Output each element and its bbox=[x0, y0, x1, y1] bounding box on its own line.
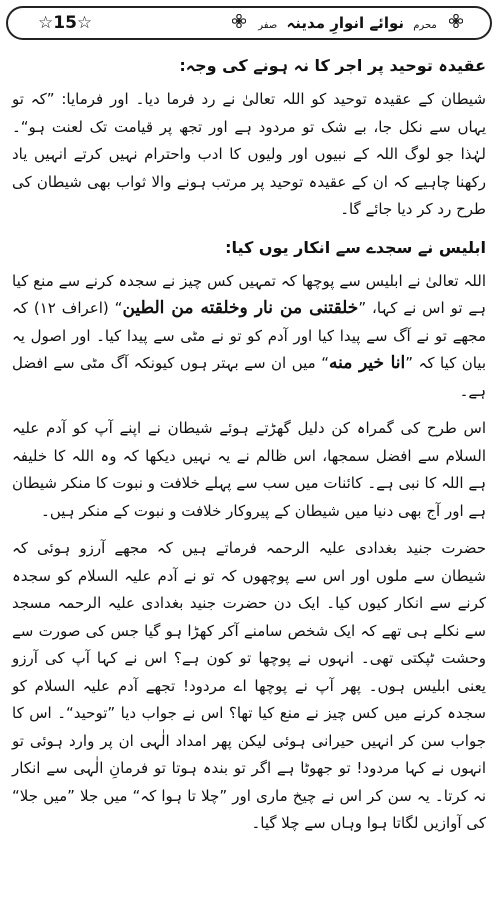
arabic-quote: انا خیر منه bbox=[328, 353, 406, 373]
page-header bbox=[6, 6, 492, 40]
paragraph bbox=[12, 268, 486, 406]
paragraph: اس طرح کی گمراہ کن دلیل گھڑتے ہوئے شیطان نے اپنے آپ کو آدم علیہ السلام سے افضل سمجھا، اس ظالم نے یہ نہیں دیکھا کہ وہ اللہ کا خلیفہ ہے اللہ کا نبی ہے۔ کائنات میں سب سے پہلے خلافت و نبوت کا منکر شیطان ہے اور آج بھی دنیا میں شیطان کے پیروکار خلافت و نبوت کے منکر ہیں۔ bbox=[12, 419, 486, 520]
header-month: محرم bbox=[413, 20, 437, 31]
paragraph-text: اللہ تعالیٰ نے ابلیس سے پوچھا کہ تمہیں کس چیز نے سجدہ کرنے سے منع کیا ہے تو اس نے کہا، ” bbox=[12, 271, 486, 317]
section-heading: عقیدہ توحید پر اجر کا نہ ہونے کی وجہ: bbox=[179, 56, 486, 75]
page-number-value: 15 bbox=[53, 13, 77, 33]
flower-icon bbox=[449, 14, 463, 32]
section-heading: ابلیس نے سجدے سے انکار یوں کیا: bbox=[225, 237, 486, 257]
header-title-group bbox=[229, 14, 466, 32]
header-title: نوائے انوارِ مدینہ bbox=[286, 14, 404, 32]
paragraph-text: “ (اعراف ۱۲) کہ مجھے تو نے آگ سے پیدا کیا اور آدم کو تو نے مٹی سے پیدا کیا۔ اور اصول یہ بیان کیا کہ ” bbox=[12, 299, 486, 372]
arabic-quote: خلقتنی من نار وخلقته من الطین bbox=[122, 298, 359, 318]
paragraph-text: “ میں ان سے بہتر ہوں کیونکہ آگ مٹی سے افضل ہے۔ bbox=[12, 354, 486, 400]
article-body bbox=[12, 52, 486, 905]
star-left: ☆ bbox=[38, 13, 54, 33]
page-number bbox=[38, 13, 92, 33]
star-right: ☆ bbox=[76, 13, 93, 33]
flower-icon bbox=[232, 14, 246, 32]
header-label: صفر bbox=[258, 20, 278, 31]
paragraph: شیطان کے عقیدہ توحید کو اللہ تعالیٰ نے رد فرما دیا۔ اور فرمایا: ”کہ تو یہاں سے نکل جا، بے شک تو مردود ہے اور تجھ پر قیامت تک لعنت ہو“۔ لہٰذا جو لوگ اللہ کے نبیوں اور ولیوں کا ادب واحترام نہیں کرتے انہیں یاد رکھنا چاہیے کہ ان کے عقیدہ توحید پر مرتب ہونے والا ثواب بھی شیطان کی طرح رد کر دیا جائے گا۔ bbox=[12, 90, 486, 218]
paragraph: حضرت جنید بغدادی علیہ الرحمہ فرماتے ہیں کہ مجھے آرزو ہوئی کہ شیطان سے ملوں اور اس سے پوچھوں کہ تو نے آدم علیہ السلام کو سجدہ کرنے سے انکار کیوں کیا۔ ایک دن حضرت جنید بغدادی علیہ الرحمہ مسجد سے نکلے ہی تھے کہ ایک شخص سامنے آکر کھڑا ہو گیا جس کی صورت سے وحشت ٹپکتی تھی۔ انہوں نے پوچھا تو کون ہے؟ اس نے کہا آپ کی آرزو یعنی ابلیس ہوں۔ پھر آپ نے پوچھا اے مردود! تجھے آدم علیہ السلام کو سجدہ کرنے میں کس چیز نے منع کیا تھا؟ اس نے جواب دیا ”توحید“۔ اس کا جواب سن کر انہیں حیرانی ہوئی لیکن پھر امداد الٰہی ان پر وارد ہوئی تو انہوں نے کہا مردود! تو جھوٹا ہے اگر تو بندہ ہوتا تو فرمانِ الٰہی سے انکار نہ کرتا۔ یہ سن کر اس نے چیخ ماری اور ”چلا تا ہوا کہ“ میں جلا ”میں جلا“ کی آوازیں لگاتا ہوا وہاں سے چلا گیا۔ bbox=[12, 539, 486, 832]
